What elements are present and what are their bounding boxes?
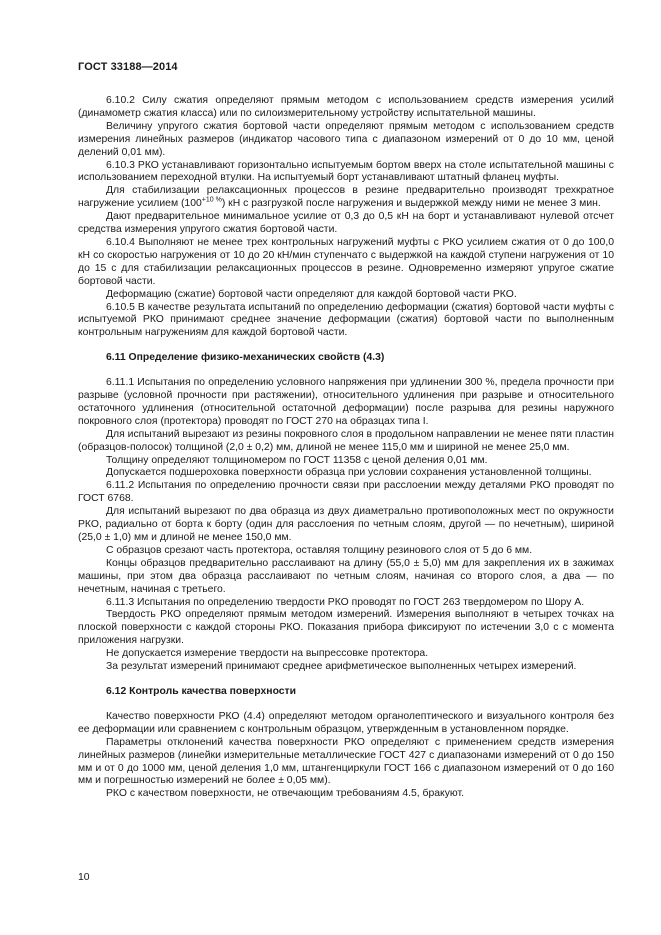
paragraph: 6.11.3 Испытания по определению твердости РКО проводят по ГОСТ 263 твердомером по Шору А. (106, 596, 585, 608)
paragraph: За результат измерений принимают среднее арифметическое выполненных четырех измерений. (106, 661, 577, 673)
tolerance-superscript: +10 % (201, 196, 222, 204)
paragraph: Допускается подшероховка поверхности образца при условии сохранения установленной толщины. (106, 467, 592, 479)
document-body (78, 95, 614, 801)
paragraph-part: Для стабилизации релаксационных процессов в резине предварительно производят трехкратное нагружение усилием (100 (78, 185, 614, 210)
paragraph: Концы образцов предварительно расслаивают на длину (55,0 ± 5,0) мм для закрепления их в зажимах машины, при этом два образца расслаивают по четным слоям, начиная со второго слоя, а два — по нечетным, начиная с третьего. (78, 557, 614, 595)
paragraph: 6.10.2 Силу сжатия определяют прямым методом с использованием средств измерения усилий (динамометр сжатия класса) или по силоизмерительному устройству испытательной машины. (78, 95, 614, 119)
paragraph-part: ) кН с разгрузкой после нагружения и выдержкой между ними не менее 3 мин. (221, 198, 601, 210)
paragraph: Для испытаний вырезают из резины покровного слоя в продольном направлении не менее пяти пластин (образцов-полосок) толщиной (2,0 ± 0,2) мм, длиной не менее 115,0 мм и шириной не менее 25,0 мм. (78, 428, 614, 453)
paragraph: Качество поверхности РКО (4.4) определяют методом органолептического и визуального контроля без ее деформации или сравнением с контрольным образцом, утвержденным в установленном порядке. (78, 710, 614, 735)
page-number: 10 (78, 872, 90, 883)
section-heading-6-12: 6.12 Контроль качества поверхности (106, 685, 297, 697)
paragraph: 6.10.3 РКО устанавливают горизонтально испытуемым бортом вверх на столе испытательной машины с использованием переходной втулки. На испытуемый борт устанавливают штатный фланец муфты. (78, 159, 614, 184)
paragraph: 6.10.4 Выполняют не менее трех контрольных нагружений муфты с РКО усилием сжатия от 0 до 100,0 кН со скоростью нагружения от 10 до 20 кН/мин ступенчато с выдержкой на каждой ступени нагружения от 10 до 15 с для стабилизации релаксационных процессов в резине. Одновременно измеряют упругое сжатие бортовой части. (78, 236, 614, 287)
document-header: ГОСТ 33188—2014 (78, 61, 178, 73)
paragraph: Деформацию (сжатие) бортовой части определяют для каждой бортовой части РКО. (106, 288, 517, 300)
paragraph: Параметры отклонений качества поверхности РКО определяют с применением средств измерения линейных размеров (линейки измерительные металлические ГОСТ 427 с диапазонами измерений от 0 до 150 мм и от 0 до 1000 мм, ценой деления 1,0 мм, штангенциркули ГОСТ 166 с диапазоном измерений от 0 до 160 мм и погрешностью измерений не более ± 0,05 мм). (78, 736, 614, 787)
paragraph: Не допускается измерение твердости на выпрессовке протектора. (106, 648, 429, 660)
paragraph: 6.10.5 В качестве результата испытаний по определению деформации (сжатия) бортовой части муфты с испытуемой РКО принимают среднее значение деформации (сжатия) бортовой части по выполненным контрольным нагружениям для каждой бортовой части. (78, 301, 614, 339)
paragraph: 6.11.2 Испытания по определению прочности связи при расслоении между деталями РКО проводят по ГОСТ 6768. (78, 480, 614, 505)
paragraph: Дают предварительное минимальное усилие от 0,3 до 0,5 кН на борт и устанавливают нулевой отсчет средства измерения упругого сжатия бортовой части. (78, 211, 614, 236)
paragraph: Твердость РКО определяют прямым методом измерений. Измерения выполняют в четырех точках на плоской поверхности с каждой стороны РКО. Показания прибора фиксируют по истечении 3,0 с с момента приложения нагрузки. (78, 609, 614, 647)
paragraph: Величину упругого сжатия бортовой части определяют прямым методом с использованием средств измерения линейных размеров (индикатор часового типа с диапазоном измерений от 0 до 10 мм, ценой делений 0,01 мм). (78, 120, 614, 158)
paragraph: Толщину определяют толщиномером по ГОСТ 11358 с ценой деления 0,01 мм. (106, 454, 488, 466)
section-heading-6-11: 6.11 Определение физико-механических свойств (4.3) (106, 352, 385, 364)
paragraph-with-superscript (78, 185, 614, 211)
paragraph: 6.11.1 Испытания по определению условного напряжения при удлинении 300 %, предела прочности при разрыве (условной прочности при растяжении), относительного удлинения при разрыве и относительного остаточного удлинения (относительной остаточной деформации) после разрыва для резины наружного покровного слоя (протектора) проводят по ГОСТ 270 на образцах типа I. (78, 377, 614, 427)
paragraph: С образцов срезают часть протектора, оставляя толщину резинового слоя от 5 до 6 мм. (106, 544, 533, 556)
paragraph: Для испытаний вырезают по два образца из двух диаметрально противоположных мест по окружности РКО, радиально от борта к борту (один для расслоения по четным слоям, другой — по нечетным), шириной (25,0 ± 1,0) мм и длиной не менее 150,0 мм. (78, 506, 614, 543)
paragraph: РКО с качеством поверхности, не отвечающим требованиям 4.5, бракуют. (106, 788, 464, 800)
